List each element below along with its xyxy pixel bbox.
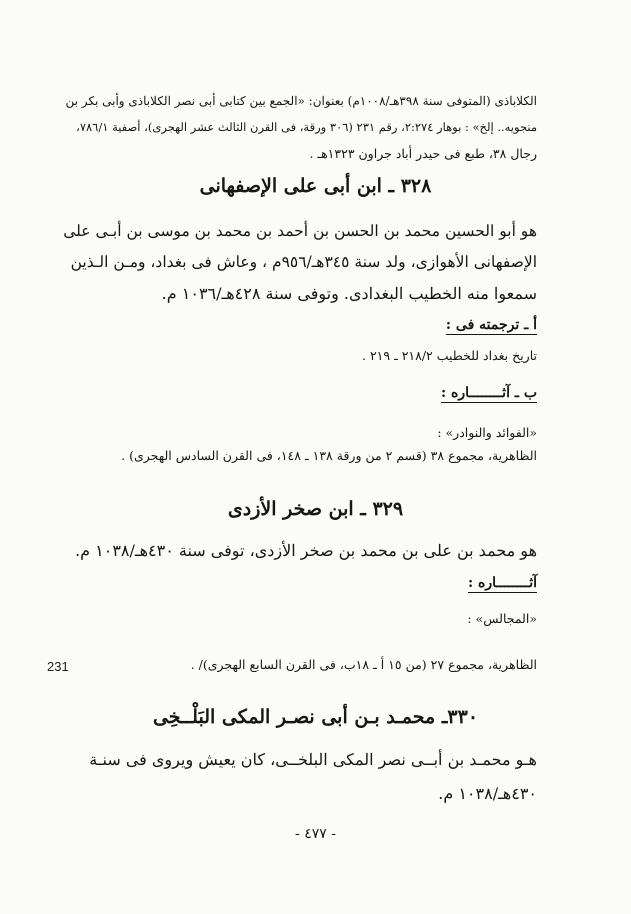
- top-reference-line-1: الكلاباذى (المتوفى سنة ٣٩٨هـ/١٠٠٨م) بعنوان: «الجمع بين كتابى أبى نصر الكلاباذى وأبى بكر بن: [65, 94, 537, 108]
- top-reference-line-3: رجال ٣٨، طبع فى حيدر أباد جراون ١٣٢٣هـ .: [309, 146, 537, 161]
- entry-328-line-2: الإصفهانى الأهوازى، ولد سنة ٣٤٥هـ/٩٥٦م ، وعاش فى بغداد، ومـن الـذين: [70, 253, 537, 271]
- top-reference-line-2: منجويه.. إلخ» : بوهار ٢:٢٧٤، رقم ٢٣١ (٣٠٦ ورقة، فى القرن الثالث عشر الهجرى)، أصفية ٧٨٦/١،: [76, 120, 537, 134]
- margin-page-number: 231: [47, 659, 69, 674]
- folio-page-number: - ٤٧٧ -: [295, 826, 336, 842]
- entry-328-works-heading: ب ـ آثــــــــاره :: [440, 385, 537, 401]
- entry-328-line-1: هو أبو الحسين محمد بن الحسن بن أحمد بن محمد بن موسى بن أبـى على: [63, 222, 537, 240]
- entry-328-line-3: سمعوا منه الخطيب البغدادى. وتوفى سنة ٤٢٨هـ/١٠٣٦ م.: [161, 284, 537, 303]
- entry-328-biography-reference: تاريخ بغداد للخطيب ٢١٨/٢ ـ ٢١٩ .: [361, 348, 537, 363]
- entry-328-work-reference: الظاهرية، مجموع ٣٨ (قسم ٢ من ورقة ١٣٨ ـ ١٤٨، فى القرن السادس الهجرى) .: [121, 448, 537, 463]
- entry-328-biography-heading: أ ـ ترجمته فى :: [445, 317, 537, 333]
- entry-329-work-reference: الظاهرية، مجموع ٢٧ (من ١٥ أ ـ ١٨ب، فى القرن السابع الهجرى)/ .: [190, 657, 537, 672]
- entry-329-works-heading: آثــــــــاره :: [467, 575, 537, 591]
- entry-329-work-title: «المجالس» :: [467, 611, 537, 626]
- entry-330-line-1: هـو محمـد بن أبــى نصر المكى البلخــى، كان يعيش ويروى فى سنـة: [89, 750, 537, 769]
- entry-328-work-title: «الفوائد والنوادر» :: [437, 425, 537, 440]
- entry-330-line-2: ٤٣٠هـ/١٠٣٨ م.: [438, 784, 537, 803]
- entry-328-title: ٣٢٨ ـ ابن أبى على الإصفهانى: [199, 175, 432, 197]
- entry-329-title: ٣٢٩ ـ ابن صخر الأزدى: [227, 498, 404, 520]
- entry-329-line-1: هو محمد بن على بن محمد بن صخر الأزدى، توفى سنة ٤٣٠هـ/١٠٣٨ م.: [75, 541, 537, 560]
- entry-330-title: ٣٣٠ـ محمـد بـن أبى نصـر المكى البَلْــخِى: [152, 706, 479, 728]
